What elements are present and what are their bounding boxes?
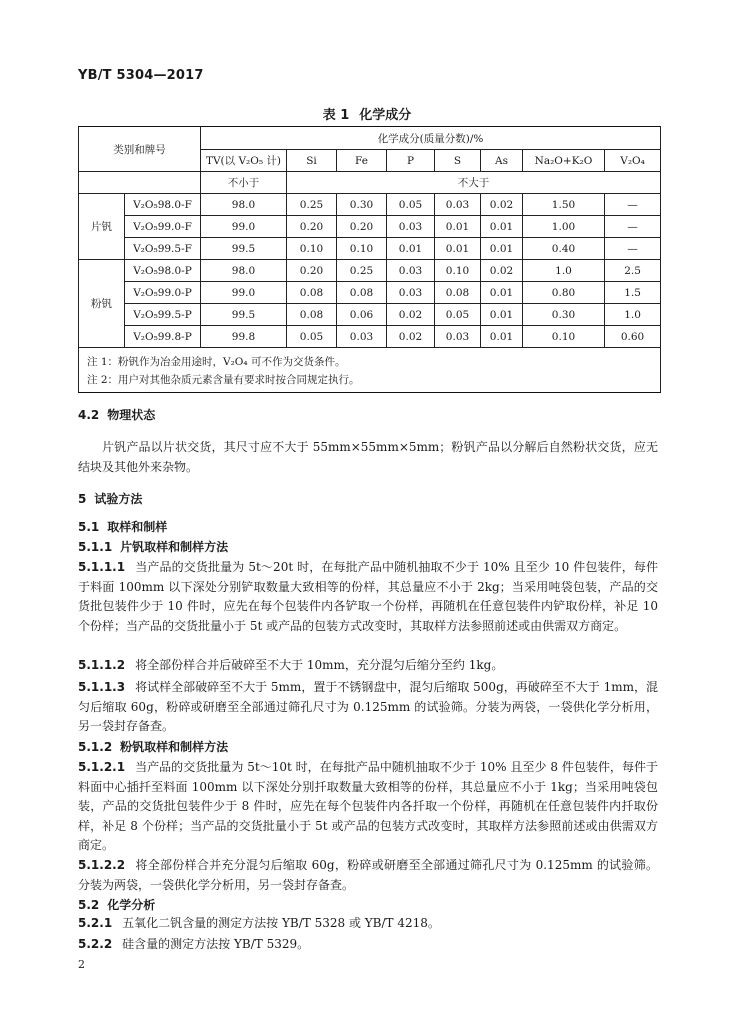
value-cell: 1.0 bbox=[523, 260, 605, 282]
clause-text: 硅含量的测定方法按 YB/T 5329。 bbox=[122, 937, 310, 951]
value-cell: 0.60 bbox=[605, 326, 661, 348]
value-cell: 0.01 bbox=[435, 216, 481, 238]
table-row bbox=[79, 326, 661, 348]
clause-5-2-1 bbox=[78, 914, 658, 934]
header-not-less: 不小于 bbox=[201, 172, 287, 194]
clause-5-2-2 bbox=[78, 935, 658, 955]
header-blank-cell bbox=[79, 172, 201, 194]
header-v2o4: V₂O₄ bbox=[605, 150, 661, 172]
table-row bbox=[79, 304, 661, 326]
value-cell: 0.01 bbox=[435, 238, 481, 260]
table-note-2: 注 2：用户对其他杂质元素含量有要求时按合同规定执行。 bbox=[79, 370, 661, 393]
section-title: 物理状态 bbox=[107, 408, 156, 422]
chemical-composition-table bbox=[78, 126, 661, 393]
value-cell: — bbox=[605, 238, 661, 260]
value-cell: 0.80 bbox=[523, 282, 605, 304]
table-caption: 化学成分 bbox=[359, 108, 412, 123]
value-cell: 0.05 bbox=[435, 304, 481, 326]
grade-cell: V₂O₅99.0-P bbox=[125, 282, 201, 304]
clause-5-1-1-2 bbox=[78, 656, 658, 676]
section-4-2-heading bbox=[78, 407, 155, 424]
value-cell: 0.30 bbox=[523, 304, 605, 326]
section-5-heading bbox=[78, 491, 142, 508]
value-cell: 98.0 bbox=[201, 194, 287, 216]
clause-text: 当产品的交货批量为 5t～20t 时，在每批产品中随机抽取不少于 10% 且至少 10 件包装件，每件于料面 100mm 以下深处分别铲取数量大致相等的份样，其总量应不小于 2kg；当采用吨袋包装，产品的交货批包装件少于 10 件时，应先在每个包装件内各铲取一个份样，再随机在任意包装件内铲取份样，补足 10 个份样；当产品的交货批量小于 5t 或产品的包装方式改变时，其取样方法参照前述或由供需双方商定。 bbox=[78, 560, 658, 633]
clause-number: 5.1.1.3 bbox=[78, 680, 126, 694]
grade-cell: V₂O₅98.0-P bbox=[125, 260, 201, 282]
section-number: 5.1 bbox=[78, 520, 100, 534]
value-cell: 0.01 bbox=[481, 238, 523, 260]
section-4-2-body: 片钒产品以片状交货，其尺寸应不大于 55mm×55mm×5mm；粉钒产品以分解后自然粉状交货，应无结块及其他外来杂物。 bbox=[78, 440, 658, 474]
header-fe: Fe bbox=[337, 150, 387, 172]
table-note-1: 注 1：粉钒作为冶金用途时，V₂O₄ 可不作为交货条件。 bbox=[79, 348, 661, 371]
value-cell: 0.05 bbox=[387, 194, 435, 216]
value-cell: 0.30 bbox=[337, 194, 387, 216]
section-title: 化学分析 bbox=[107, 898, 156, 912]
section-5-1-2-heading bbox=[78, 739, 228, 756]
value-cell: 0.03 bbox=[435, 326, 481, 348]
value-cell: 0.40 bbox=[523, 238, 605, 260]
value-cell: 0.02 bbox=[387, 304, 435, 326]
grade-cell: V₂O₅99.5-F bbox=[125, 238, 201, 260]
clause-text: 当产品的交货批量为 5t～10t 时，在每批产品中随机抽取不少于 10% 且至少 8 件包装件，每件于料面中心插扦至料面 100mm 以下深处分别扦取数量大致相等的份样，其总量应不小于 1kg；当采用吨袋包装，产品的交货批包装件少于 8 件时，应先在每个包装件内各扦取一个份样，再随机在任意包装件内扦取份样，补足 8 个份样；当产品的交货批量小于 5t 或产品的包装方式改变时，其取样方法参照前述或由供需双方商定。 bbox=[78, 760, 658, 853]
clause-text: 将全部份样合并充分混匀后缩取 60g，粉碎或研磨至全部通过筛孔尺寸为 0.125mm 的试验筛。分装为两袋，一袋供化学分析用，另一袋封存备查。 bbox=[78, 858, 658, 892]
value-cell: — bbox=[605, 194, 661, 216]
clause-5-1-1-3 bbox=[78, 678, 658, 737]
grade-cell: V₂O₅98.0-F bbox=[125, 194, 201, 216]
value-cell: 98.0 bbox=[201, 260, 287, 282]
value-cell: 0.01 bbox=[481, 216, 523, 238]
clause-5-1-2-1 bbox=[78, 758, 658, 856]
value-cell: 2.5 bbox=[605, 260, 661, 282]
value-cell: 0.02 bbox=[387, 326, 435, 348]
value-cell: 1.50 bbox=[523, 194, 605, 216]
value-cell: 0.06 bbox=[337, 304, 387, 326]
value-cell: 0.25 bbox=[337, 260, 387, 282]
value-cell: 0.01 bbox=[481, 326, 523, 348]
value-cell: 0.01 bbox=[481, 282, 523, 304]
value-cell: 0.08 bbox=[287, 282, 337, 304]
value-cell: 0.01 bbox=[481, 304, 523, 326]
value-cell: 99.0 bbox=[201, 282, 287, 304]
value-cell: 99.0 bbox=[201, 216, 287, 238]
grade-cell: V₂O₅99.8-P bbox=[125, 326, 201, 348]
value-cell: 1.0 bbox=[605, 304, 661, 326]
category-cell: 片钒 bbox=[79, 194, 125, 260]
header-chem-composition: 化学成分(质量分数)/% bbox=[201, 127, 661, 150]
value-cell: 1.00 bbox=[523, 216, 605, 238]
value-cell: 0.10 bbox=[523, 326, 605, 348]
section-number: 5.1.2 bbox=[78, 740, 113, 754]
grade-cell: V₂O₅99.0-F bbox=[125, 216, 201, 238]
standard-code: YB/T 5304—2017 bbox=[78, 68, 204, 83]
value-cell: 0.10 bbox=[435, 260, 481, 282]
table-row bbox=[79, 282, 661, 304]
table-title bbox=[0, 104, 734, 123]
clause-text: 五氧化二钒含量的测定方法按 YB/T 5328 或 YB/T 4218。 bbox=[122, 916, 440, 930]
header-as: As bbox=[481, 150, 523, 172]
value-cell: 0.25 bbox=[287, 194, 337, 216]
value-cell: 0.03 bbox=[387, 216, 435, 238]
section-number: 5.1.1 bbox=[78, 540, 113, 554]
page-number: 2 bbox=[78, 958, 85, 971]
value-cell: 0.20 bbox=[287, 216, 337, 238]
header-tv: TV(以 V₂O₅ 计) bbox=[201, 150, 287, 172]
value-cell: 0.05 bbox=[287, 326, 337, 348]
clause-number: 5.1.1.2 bbox=[78, 658, 126, 672]
header-category-grade: 类别和牌号 bbox=[79, 127, 201, 172]
value-cell: 0.03 bbox=[387, 282, 435, 304]
clause-5-1-2-2 bbox=[78, 856, 658, 895]
value-cell: 0.08 bbox=[435, 282, 481, 304]
clause-number: 5.1.1.1 bbox=[78, 560, 126, 574]
header-s: S bbox=[435, 150, 481, 172]
value-cell: 0.03 bbox=[435, 194, 481, 216]
header-si: Si bbox=[287, 150, 337, 172]
value-cell: 0.03 bbox=[387, 260, 435, 282]
section-number: 5.2 bbox=[78, 898, 100, 912]
clause-text: 将全部份样合并后破碎至不大于 10mm，充分混匀后缩分至约 1kg。 bbox=[135, 658, 504, 672]
value-cell: — bbox=[605, 216, 661, 238]
value-cell: 0.02 bbox=[481, 260, 523, 282]
value-cell: 0.08 bbox=[287, 304, 337, 326]
value-cell: 0.20 bbox=[287, 260, 337, 282]
clause-text: 将试样全部破碎至不大于 5mm，置于不锈钢盘中，混匀后缩取 500g，再破碎至不大于 1mm，混匀后缩取 60g，粉碎或研磨至全部通过筛孔尺寸为 0.125mm 的试验筛。分装为两袋，一袋供化学分析用，另一袋封存备查。 bbox=[78, 680, 658, 734]
header-not-more: 不大于 bbox=[287, 172, 661, 194]
section-5-1-1-heading bbox=[78, 539, 228, 556]
section-number: 5 bbox=[78, 492, 87, 506]
table-number: 表 1 bbox=[322, 108, 350, 123]
value-cell: 0.20 bbox=[337, 216, 387, 238]
value-cell: 0.02 bbox=[481, 194, 523, 216]
section-title: 粉钒取样和制样方法 bbox=[120, 740, 229, 754]
value-cell: 0.10 bbox=[337, 238, 387, 260]
table-row bbox=[79, 194, 661, 216]
clause-5-1-1-1 bbox=[78, 558, 658, 636]
section-title: 试验方法 bbox=[94, 492, 143, 506]
category-cell: 粉钒 bbox=[79, 260, 125, 348]
clause-number: 5.1.2.1 bbox=[78, 760, 126, 774]
section-title: 片钒取样和制样方法 bbox=[120, 540, 229, 554]
section-5-1-heading bbox=[78, 519, 167, 536]
section-title: 取样和制样 bbox=[107, 520, 168, 534]
table-row bbox=[79, 216, 661, 238]
table-row bbox=[79, 260, 661, 282]
value-cell: 99.5 bbox=[201, 238, 287, 260]
value-cell: 0.10 bbox=[287, 238, 337, 260]
header-na2o-k2o: Na₂O+K₂O bbox=[523, 150, 605, 172]
value-cell: 99.8 bbox=[201, 326, 287, 348]
section-number: 4.2 bbox=[78, 408, 100, 422]
grade-cell: V₂O₅99.5-P bbox=[125, 304, 201, 326]
clause-number: 5.2.1 bbox=[78, 916, 113, 930]
value-cell: 1.5 bbox=[605, 282, 661, 304]
value-cell: 0.03 bbox=[337, 326, 387, 348]
clause-number: 5.1.2.2 bbox=[78, 858, 126, 872]
header-p: P bbox=[387, 150, 435, 172]
section-5-2-heading bbox=[78, 897, 155, 914]
value-cell: 99.5 bbox=[201, 304, 287, 326]
table-row bbox=[79, 238, 661, 260]
value-cell: 0.08 bbox=[337, 282, 387, 304]
value-cell: 0.01 bbox=[387, 238, 435, 260]
clause-number: 5.2.2 bbox=[78, 937, 113, 951]
